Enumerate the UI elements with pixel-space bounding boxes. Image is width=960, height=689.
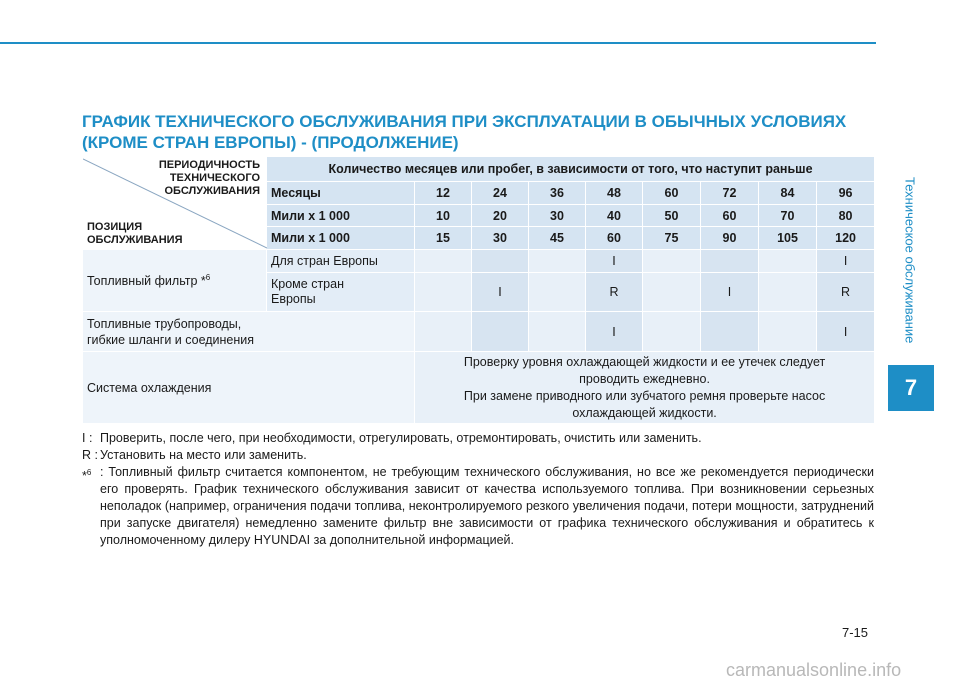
schedule-cell <box>643 250 701 273</box>
note-replace: R : Установить на место или заменить. <box>82 448 307 462</box>
fuel-filter-non-europe-label: Кроме стран Европы <box>267 273 415 312</box>
row-miles-label: Мили x 1 000 <box>267 205 415 227</box>
schedule-cell: I <box>586 250 643 273</box>
miles-value: 30 <box>529 205 586 227</box>
watermark: carmanualsonline.info <box>726 660 902 680</box>
corner-period-label: ПЕРИОДИЧНОСТЬ ТЕХНИЧЕСКОГО ОБСЛУЖИВАНИЯ <box>158 159 260 197</box>
miles-value-2: 90 <box>701 227 759 250</box>
miles-value-2: 105 <box>759 227 817 250</box>
fuel-filter-europe-label: Для стран Европы <box>267 250 415 273</box>
months-value: 84 <box>759 182 817 205</box>
corner-item-label: ПОЗИЦИЯ ОБСЛУЖИВАНИЯ <box>87 221 183 246</box>
schedule-cell <box>529 273 586 312</box>
title-line-2: (КРОМЕ СТРАН ЕВРОПЫ) - (ПРОДОЛЖЕНИЕ) <box>82 133 459 152</box>
schedule-cell: I <box>701 273 759 312</box>
page-title <box>82 111 872 153</box>
maintenance-schedule-table <box>82 156 875 424</box>
miles-value-2: 75 <box>643 227 701 250</box>
miles-value: 50 <box>643 205 701 227</box>
table-corner-cell <box>83 157 267 250</box>
miles-value-2: 120 <box>817 227 875 250</box>
note-inspect: I : Проверить, после чего, при необходимости, отрегулировать, отремонтировать, очистить или заменить. <box>82 431 702 445</box>
schedule-cell: I <box>586 312 643 352</box>
fuel-filter-label: Топливный фильтр *$^6$ <box>83 250 267 312</box>
schedule-cell: I <box>472 273 529 312</box>
cooling-system-instructions: Проверку уровня охлаждающей жидкости и ее утечек следует проводить ежедневно. При замене приводного или зубчатого ремня проверьте насос охлаждающей жидкости. <box>415 352 875 424</box>
title-line-1: ГРАФИК ТЕХНИЧЕСКОГО ОБСЛУЖИВАНИЯ ПРИ ЭКСПЛУАТАЦИИ В ОБЫЧНЫХ УСЛОВИЯХ <box>82 112 847 131</box>
schedule-cell: I <box>817 250 875 273</box>
miles-value: 40 <box>586 205 643 227</box>
months-value: 12 <box>415 182 472 205</box>
schedule-cell <box>472 312 529 352</box>
schedule-cell <box>643 273 701 312</box>
schedule-cell: R <box>817 273 875 312</box>
schedule-cell <box>701 250 759 273</box>
schedule-cell <box>529 312 586 352</box>
schedule-cell <box>415 312 472 352</box>
months-value: 36 <box>529 182 586 205</box>
chapter-number-badge: 7 <box>888 365 934 411</box>
table-header: Количество месяцев или пробег, в зависимости от того, что наступит раньше <box>267 157 875 182</box>
note-fuel-filter: *$^6$ : Топливный фильтр считается компонентом, не требующим технического обслуживания, но все же рекомендуется периодически его проверять. График технического обслуживания зависит от качества используемого топлива. При возникновении серьезных неполадок (например, ограничения подачи топлива, неконтролируемого резкого увеличения подачи, потери мощности, затруднений при запуске двигателя) немедленно замените фильтр вне зависимости от графика технического обслуживания и обратитесь к уполномоченному дилеру HYUNDAI за дополнительной информацией. <box>82 465 874 547</box>
miles-value: 20 <box>472 205 529 227</box>
miles-value-2: 30 <box>472 227 529 250</box>
schedule-cell <box>643 312 701 352</box>
schedule-cell: I <box>817 312 875 352</box>
row-months-label: Месяцы <box>267 182 415 205</box>
schedule-cell <box>759 273 817 312</box>
footnotes <box>82 430 874 549</box>
months-value: 24 <box>472 182 529 205</box>
miles-value: 10 <box>415 205 472 227</box>
schedule-cell <box>472 250 529 273</box>
top-rule <box>0 42 876 44</box>
schedule-cell <box>415 250 472 273</box>
miles-value: 80 <box>817 205 875 227</box>
months-value: 48 <box>586 182 643 205</box>
miles-value: 60 <box>701 205 759 227</box>
schedule-cell <box>701 312 759 352</box>
months-value: 96 <box>817 182 875 205</box>
miles-value: 70 <box>759 205 817 227</box>
miles-value-2: 60 <box>586 227 643 250</box>
page-number: 7-15 <box>842 625 869 640</box>
months-value: 72 <box>701 182 759 205</box>
schedule-cell <box>529 250 586 273</box>
row-miles-label-2: Мили x 1 000 <box>267 227 415 250</box>
fuel-lines-label: Топливные трубопроводы, гибкие шланги и соединения <box>83 312 415 352</box>
months-value: 60 <box>643 182 701 205</box>
chapter-tab-label: Техническое обслуживание <box>902 176 918 344</box>
schedule-cell: R <box>586 273 643 312</box>
miles-value-2: 15 <box>415 227 472 250</box>
schedule-cell <box>759 312 817 352</box>
cooling-system-label: Система охлаждения <box>83 352 415 424</box>
schedule-cell <box>415 273 472 312</box>
miles-value-2: 45 <box>529 227 586 250</box>
schedule-cell <box>759 250 817 273</box>
